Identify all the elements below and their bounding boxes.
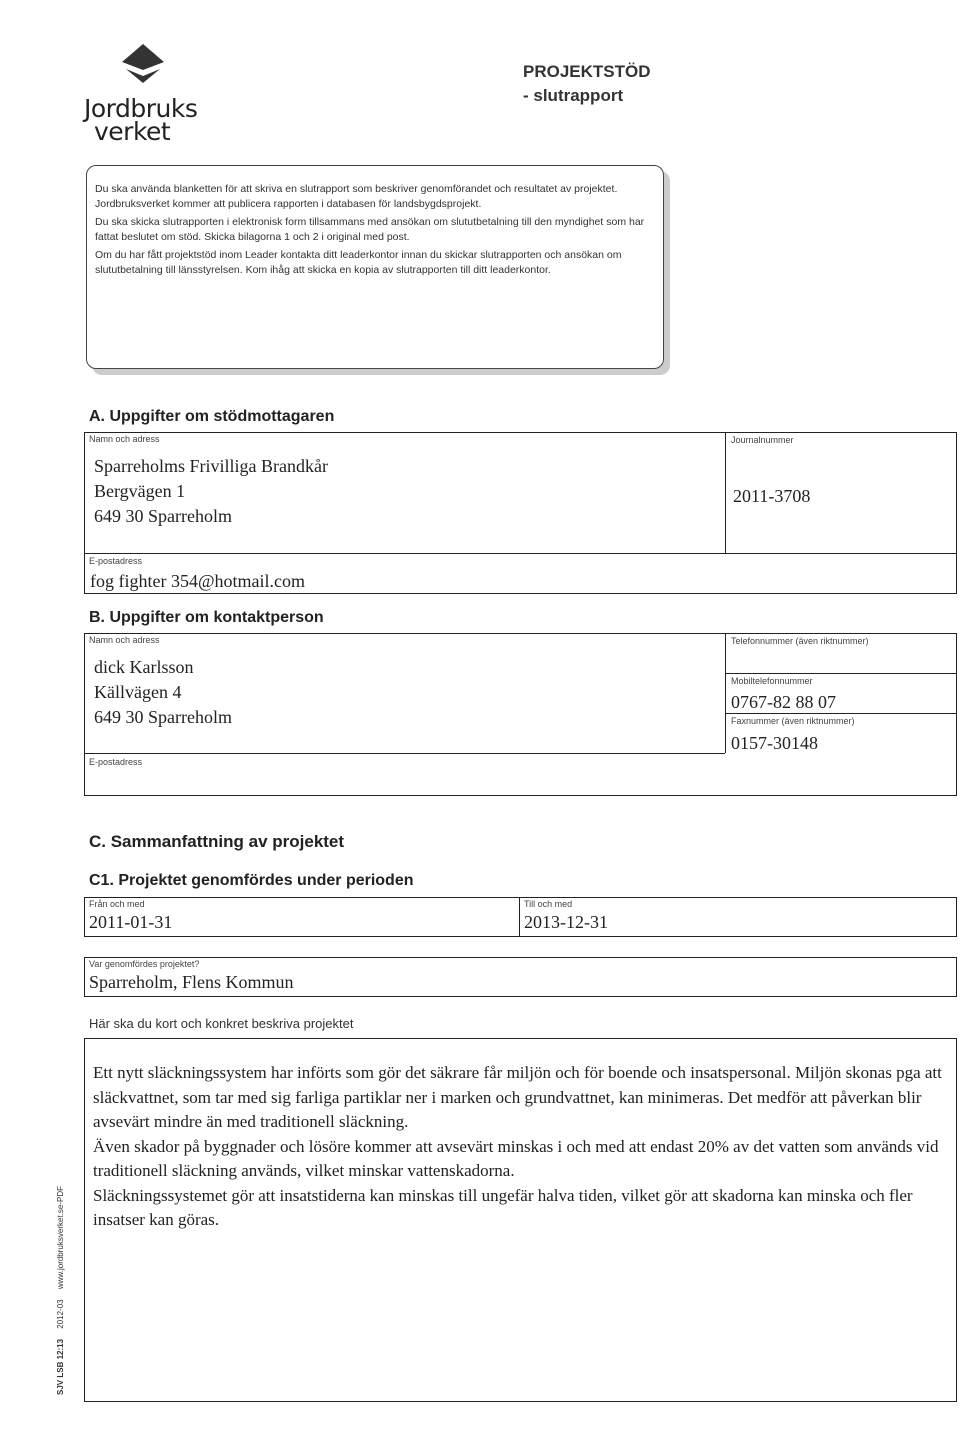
section-a-name-line3[interactable]: 649 30 Sparreholm (94, 506, 232, 526)
title: PROJEKTSTÖD (523, 62, 651, 81)
section-b-heading: B. Uppgifter om kontaktperson (89, 609, 324, 626)
section-b-name-line3[interactable]: 649 30 Sparreholm (94, 707, 232, 727)
description-paragraph-2: Även skador på byggnader och lösöre kommer att avsevärt minskas i och med att endast 20% av det vatten som används vid traditionell släckning används, vilket minskar vattenskadorna. (93, 1136, 939, 1180)
section-a-name-label: Namn och adress (89, 434, 160, 444)
fax-value[interactable]: 0157-30148 (731, 733, 818, 753)
section-c-heading: C. Sammanfattning av projektet (89, 832, 345, 851)
logo-line2: verket (94, 117, 171, 146)
to-label: Till och med (524, 899, 573, 909)
description-text[interactable] (93, 1061, 943, 1233)
description-prompt: Här ska du kort och konkret beskriva projektet (89, 1016, 354, 1031)
from-label: Från och med (89, 899, 145, 909)
description-paragraph-1: Ett nytt släckningssystem har införts som gör det säkrare får miljön och för boende och insatspersonal. Miljön skonas pga att släckvattnet, som tar med sig farliga partiklar ner i marken och grundvattnet, kan minimeras. Det medför att påverkan blir avsevärt mindre än med traditionell släckning. (93, 1063, 942, 1131)
logo-line1: Jordbruks (84, 94, 198, 123)
instruction-3: Om du har fått projektstöd inom Leader kontakta ditt leaderkontor innan du skickar slutrapporten och ansökan om slututbetalning till länsstyrelsen. Kom ihåg att skicka en kopia av slutrapporten till ditt leaderkontor. (95, 249, 622, 276)
description-paragraph-3: Släckningssystemet gör att insatstiderna kan minskas till ungefär halva tiden, vilket gör att skadorna kan minska och fler insatser kan göras. (93, 1185, 913, 1229)
journal-label: Journalnummer (731, 435, 794, 445)
section-b-name-line2[interactable]: Källvägen 4 (94, 682, 182, 702)
period-divider (519, 897, 520, 937)
mobile-label: Mobiltelefonnummer (731, 676, 813, 686)
side-footer (56, 1186, 65, 1395)
logo-text (84, 94, 198, 146)
section-a-heading: A. Uppgifter om stödmottagaren (89, 408, 335, 425)
logo-icon (118, 42, 168, 84)
fax-label: Faxnummer (även riktnummer) (731, 716, 855, 726)
subtitle: - slutrapport (523, 86, 624, 105)
form-site: www.jordbruksverket.se-PDF (56, 1186, 65, 1290)
instruction-2: Du ska skicka slutrapporten i elektronisk form tillsammans med ansökan om slututbetalning till den myndighet som har fattat beslutet om stöd. Skicka bilagorna 1 och 2 i original med post. (95, 216, 645, 243)
section-a-divider (725, 432, 726, 553)
instructions-box (86, 165, 664, 369)
phone-label: Telefonnummer (även riktnummer) (731, 636, 869, 646)
period-box (84, 897, 957, 937)
to-value[interactable]: 2013-12-31 (524, 912, 608, 932)
from-value[interactable]: 2011-01-31 (89, 912, 173, 932)
instruction-1: Du ska använda blanketten för att skriva en slutrapport som beskriver genomförandet och resultatet av projektet. Jordbruksverket kommer att publicera rapporten i databasen för landsbygdsprojekt. (95, 183, 618, 210)
form-code: SJV LSB 12:13 (56, 1338, 65, 1395)
mobile-value[interactable]: 0767-82 88 07 (731, 692, 836, 712)
section-b-email-line (84, 753, 725, 754)
section-a-email-line (84, 553, 957, 554)
c1-heading: C1. Projektet genomfördes under perioden (89, 872, 414, 889)
section-b-divider (725, 633, 726, 753)
section-b-name-line1[interactable]: dick Karlsson (94, 657, 194, 677)
section-b-email-label: E-postadress (89, 757, 143, 767)
section-b-phone-line (725, 673, 957, 674)
document-title (523, 60, 651, 108)
location-label: Var genomfördes projektet? (89, 959, 200, 969)
location-value[interactable]: Sparreholm, Flens Kommun (89, 972, 294, 992)
section-b-name-label: Namn och adress (89, 635, 160, 645)
form-date: 2012-03 (56, 1299, 65, 1329)
section-a-name-line1[interactable]: Sparreholms Frivilliga Brandkår (94, 456, 328, 476)
section-a-email-value[interactable]: fog fighter 354@hotmail.com (90, 571, 306, 591)
journal-value[interactable]: 2011-3708 (733, 486, 811, 506)
section-a-email-label: E-postadress (89, 556, 143, 566)
section-a-name-line2[interactable]: Bergvägen 1 (94, 481, 186, 501)
